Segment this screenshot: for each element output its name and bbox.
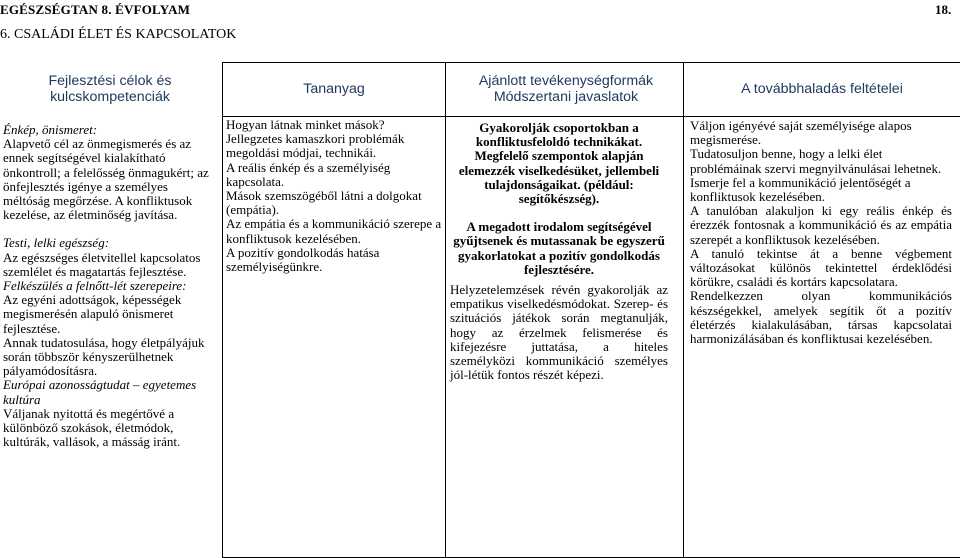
activity-paragraph: A megadott irodalom segítségével gyűjtsenek és mutassanak be egyszerű gyakorlatokat a pozitív gondolkodás fejlesztésére. (453, 219, 665, 277)
requirement-item: A tanulóban alakuljon ki egy reális énkép és érezzék fontosnak a kommunikáció és az empátia szerepét a konfliktusok kezelésében. (690, 203, 952, 247)
content-item: Hogyan látnak minket mások? (226, 117, 385, 132)
goals-text: Alapvető cél az önmegismerés és az ennek segítségével kialakítható önkontroll; a felelősség önmagukért; az önfejlesztés igénye a személyes méltóság megőrzése. A konfliktusok kezelése, az életminőség javítása. (3, 136, 209, 223)
goals-text: Az egyéni adottságok, képességek megismerésén alapuló önismeret fejlesztése. (3, 292, 182, 336)
column-divider (683, 62, 684, 558)
header-title: EGÉSZSÉGTAN 8. ÉVFOLYAM (0, 2, 191, 17)
activity-paragraph: Helyzetelemzések révén gyakorolják az empatikus viselkedésmódokat. Szerep- és szituációs játékok során megtanulják, hogy az érzelmek felismerése és kifejezésre juttatása, a hiteles személyközi kommunikáció személyes jól-létük fontos részét képezi. (450, 282, 668, 383)
goals-text: Annak tudatosulása, hogy életpályájuk során többször kényszerülhetnek pályamódosításra. (3, 334, 205, 379)
content-item: Jellegzetes kamaszkori problémák megoldási módjai, technikái. (226, 131, 405, 161)
goals-cell (3, 123, 217, 449)
page-number: 18. (935, 2, 952, 17)
column-header-requirements: A továbbhaladás feltételei (741, 81, 903, 97)
content-item: Mások szemszögéből látni a dolgokat (empátia). (226, 188, 422, 218)
goals-text: Az egészséges életvitellel kapcsolatos szemlélet és magatartás fejlesztése. (3, 249, 201, 279)
requirement-item: A tanuló tekintse át a benne végbement változásokat különös tekintettel érdeklődési körükre, családi és kortárs kapcsolatara. (690, 245, 952, 290)
goals-heading: Énkép, önismeret: (3, 122, 98, 137)
requirement-item: Váljon igényévé saját személyisége alapos megismerése. (690, 118, 912, 148)
section-title: 6. CSALÁDI ÉLET ÉS KAPCSOLATOK (0, 27, 237, 42)
goals-heading: Európai azonosságtudat – egyetemes kultúra (3, 377, 197, 407)
table-top-border (222, 62, 960, 63)
requirements-cell (690, 119, 952, 346)
goals-heading: Felkészülés a felnőtt-lét szerepeire: (3, 278, 187, 294)
column-header-content: Tananyag (303, 81, 365, 97)
content-item: Az empátia és a kommunikáció szerepe a konfliktusok kezelésében. (226, 216, 442, 246)
goals-heading: Testi, lelki egészség: (3, 235, 110, 251)
column-divider (222, 62, 223, 558)
activity-paragraph: Gyakorolják csoportokban a konfliktusfeloldó technikákat. Megfelelő szempontok alapján elemezzék viselkedésüket, jellembeli tulajdonságaikat. (például: segítőkészség). (458, 120, 660, 207)
goals-text: Váljanak nyitottá és megértővé a különböző szokások, életmódok, kultúrák, vallások, a másság iránt. (3, 405, 181, 450)
activities-cell (450, 121, 668, 388)
content-item: A reális énkép és a személyiség kapcsolata. (226, 159, 391, 189)
column-divider (445, 62, 446, 558)
requirement-item: Ismerje fel a kommunikáció jelentőségét a konfliktusok kezelésében. (690, 174, 911, 205)
content-item: A pozitív gondolkodás hatása személyiségünkre. (226, 244, 380, 275)
requirement-item: Tudatosuljon benne, hogy a lelki élet problémáinak szervi megnyilvánulásai lehetnek. (690, 146, 942, 176)
column-header-goals: Fejlesztési célok és kulcskompetenciák (48, 73, 172, 105)
requirement-item: Rendelkezzen olyan kommunikációs készségekkel, amelyek segítik őt a pozitív életérzés kialakulásában, társas kapcsolatai harmonizálásában és konfliktusai kezelésében. (690, 288, 952, 347)
content-cell (226, 118, 442, 274)
column-header-activities: Ajánlott tevékenységformák Módszertani javaslatok (478, 73, 654, 105)
spacer (3, 222, 217, 236)
